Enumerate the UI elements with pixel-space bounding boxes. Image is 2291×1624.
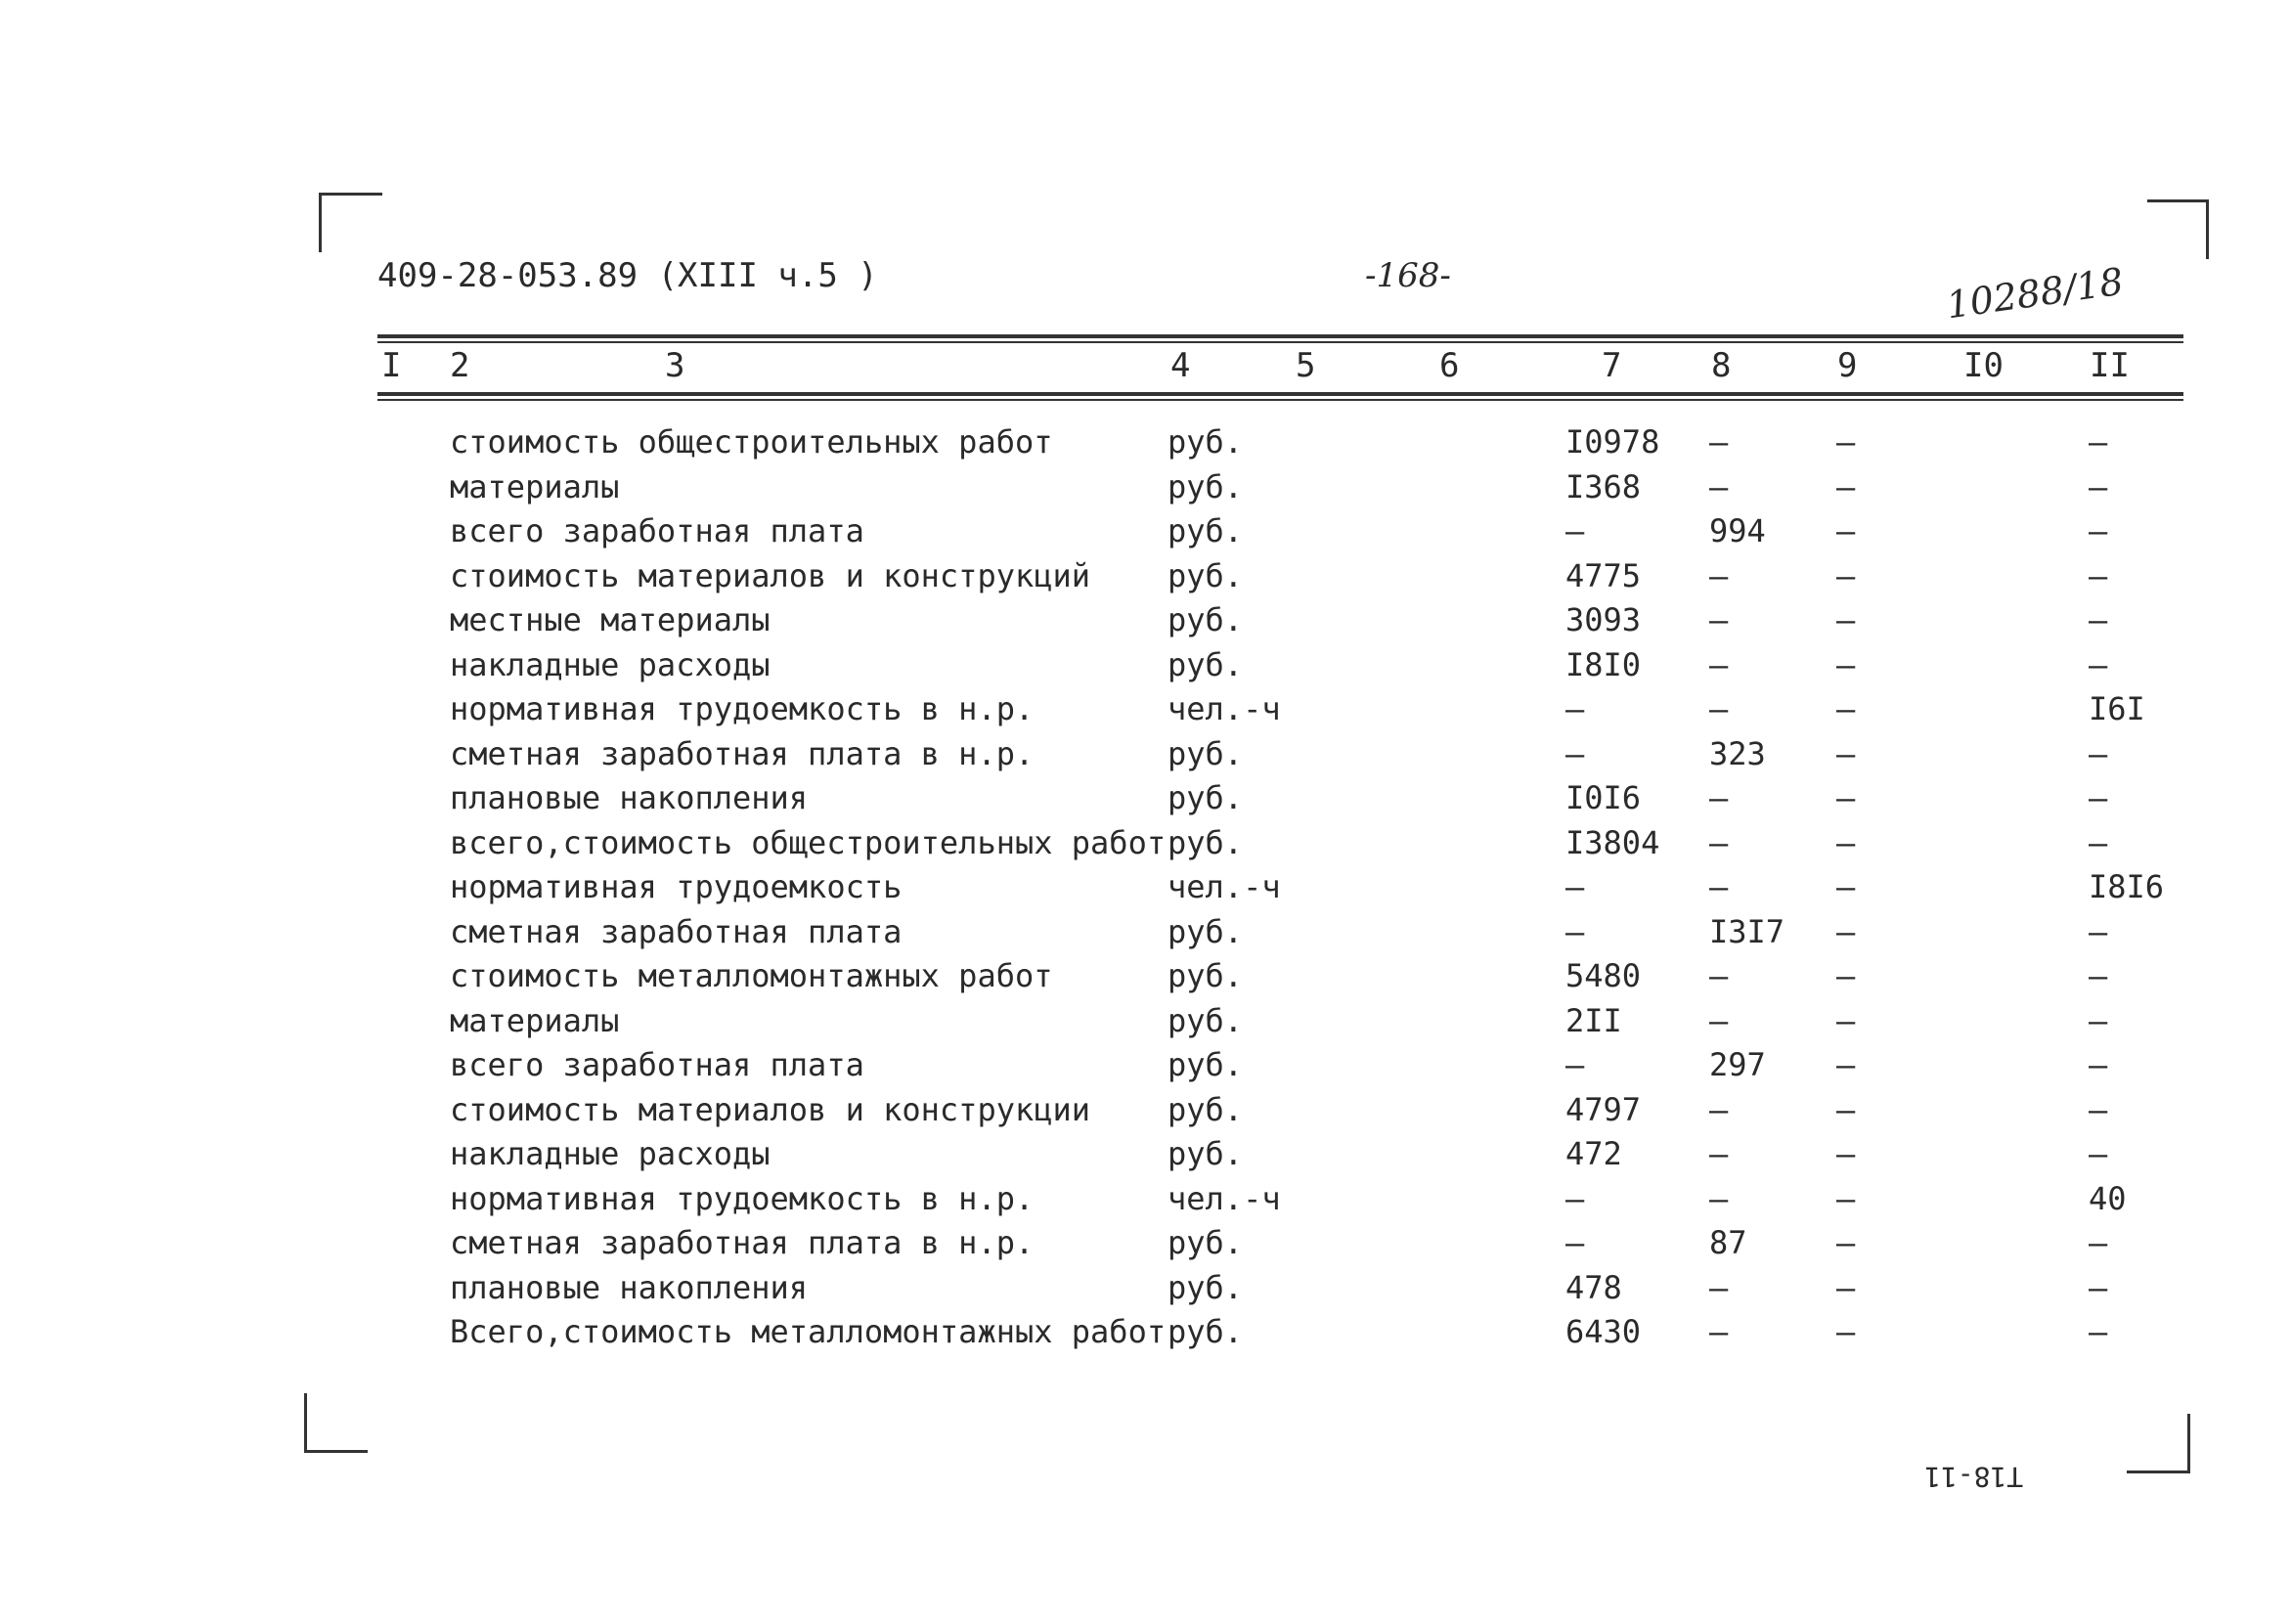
- row-label: накладные расходы: [450, 1135, 771, 1172]
- header-rule-bottom-thin: [377, 399, 2183, 401]
- document-code: 409-28-053.89 (XIII ч.5 ): [377, 256, 878, 295]
- cell-c11: –: [2089, 512, 2108, 549]
- row-label: стоимость материалов и конструкции: [450, 1090, 1091, 1128]
- cell-c11: –: [2089, 779, 2108, 816]
- cell-c7: I0978: [1565, 423, 1660, 461]
- row-label: стоимость материалов и конструкций: [450, 556, 1091, 594]
- row-label: всего заработная плата: [450, 1046, 864, 1083]
- row-label: всего,стоимость общестроительных работ: [450, 823, 1167, 861]
- table-row: [0, 1268, 2291, 1313]
- table-row: [0, 556, 2291, 601]
- table-row: [0, 689, 2291, 734]
- row-unit: руб.: [1168, 467, 1244, 505]
- cell-c11: –: [2089, 1313, 2108, 1350]
- table-row: [0, 645, 2291, 690]
- cell-c9: –: [1836, 423, 1856, 461]
- footer-stamp: T18-11: [1924, 1461, 2024, 1493]
- cell-c9: –: [1836, 556, 1856, 594]
- column-number: II: [2090, 346, 2130, 385]
- cell-c8: –: [1709, 423, 1729, 461]
- cell-c11: –: [2089, 1090, 2108, 1128]
- table-row: [0, 734, 2291, 779]
- cell-c11: –: [2089, 1046, 2108, 1083]
- cell-c7: 472: [1565, 1135, 1622, 1172]
- header-rule-bottom: [377, 392, 2183, 396]
- row-label: всего заработная плата: [450, 512, 864, 549]
- cell-c9: –: [1836, 957, 1856, 994]
- table-row: [0, 1001, 2291, 1046]
- row-unit: руб.: [1168, 912, 1244, 950]
- cell-c7: –: [1565, 1046, 1585, 1083]
- cell-c9: –: [1836, 1046, 1856, 1083]
- cell-c8: –: [1709, 1001, 1729, 1039]
- row-label: нормативная трудоемкость: [450, 868, 903, 905]
- cost-table: [0, 422, 2291, 1357]
- cell-c11: –: [2089, 423, 2108, 461]
- table-row: [0, 867, 2291, 912]
- row-label: стоимость металломонтажных работ: [450, 957, 1053, 994]
- row-label: материалы: [450, 1001, 620, 1039]
- row-label: нормативная трудоемкость в н.р.: [450, 1179, 1035, 1217]
- crop-mark-bottom-right: [2127, 1414, 2190, 1473]
- cell-c11: I8I6: [2089, 868, 2165, 905]
- cell-c8: –: [1709, 1179, 1729, 1217]
- cell-c7: 2II: [1565, 1001, 1622, 1039]
- row-label: нормативная трудоемкость в н.р.: [450, 690, 1035, 727]
- cell-c11: 40: [2089, 1179, 2127, 1217]
- table-row: [0, 956, 2291, 1001]
- cell-c11: –: [2089, 645, 2108, 683]
- cell-c11: –: [2089, 957, 2108, 994]
- table-row: [0, 823, 2291, 868]
- cell-c9: –: [1836, 1090, 1856, 1128]
- row-unit: руб.: [1168, 1135, 1244, 1172]
- row-unit: руб.: [1168, 1224, 1244, 1261]
- row-label: Всего,стоимость металломонтажных работ: [450, 1313, 1167, 1350]
- cell-c9: –: [1836, 779, 1856, 816]
- cell-c8: –: [1709, 957, 1729, 994]
- column-number: 5: [1296, 346, 1316, 385]
- cell-c8: –: [1709, 467, 1729, 505]
- cell-c8: 297: [1709, 1046, 1766, 1083]
- cell-c9: –: [1836, 467, 1856, 505]
- header-rule-top-thin: [377, 341, 2183, 343]
- table-row: [0, 511, 2291, 556]
- cell-c9: –: [1836, 734, 1856, 772]
- cell-c7: –: [1565, 868, 1585, 905]
- row-label: материалы: [450, 467, 620, 505]
- cell-c11: –: [2089, 1001, 2108, 1039]
- column-number: 9: [1837, 346, 1858, 385]
- cell-c8: –: [1709, 690, 1729, 727]
- row-unit: чел.-ч: [1168, 690, 1281, 727]
- cell-c11: I6I: [2089, 690, 2145, 727]
- crop-mark-top-left: [319, 193, 382, 252]
- column-number: 8: [1711, 346, 1732, 385]
- row-unit: руб.: [1168, 779, 1244, 816]
- cell-c9: –: [1836, 601, 1856, 638]
- cell-c8: I3I7: [1709, 912, 1785, 950]
- cell-c8: –: [1709, 1090, 1729, 1128]
- cell-c11: –: [2089, 556, 2108, 594]
- table-row: [0, 778, 2291, 823]
- cell-c9: –: [1836, 512, 1856, 549]
- row-unit: руб.: [1168, 645, 1244, 683]
- row-label: сметная заработная плата: [450, 912, 903, 950]
- column-number: 7: [1602, 346, 1622, 385]
- cell-c7: I3804: [1565, 823, 1660, 861]
- column-number: 4: [1170, 346, 1191, 385]
- cell-c7: –: [1565, 734, 1585, 772]
- column-number: I: [381, 346, 402, 385]
- cell-c7: 3093: [1565, 601, 1642, 638]
- table-row: [0, 422, 2291, 467]
- cell-c7: 6430: [1565, 1313, 1642, 1350]
- cell-c8: 87: [1709, 1224, 1747, 1261]
- cell-c7: –: [1565, 912, 1585, 950]
- table-row: [0, 467, 2291, 512]
- cell-c11: –: [2089, 823, 2108, 861]
- cell-c11: –: [2089, 1224, 2108, 1261]
- crop-mark-bottom-left: [304, 1393, 368, 1453]
- cell-c7: I368: [1565, 467, 1642, 505]
- table-row: [0, 1312, 2291, 1357]
- reference-number: 10288/18: [1943, 259, 2127, 328]
- table-row: [0, 600, 2291, 645]
- cell-c8: 323: [1709, 734, 1766, 772]
- cell-c9: –: [1836, 645, 1856, 683]
- row-unit: руб.: [1168, 823, 1244, 861]
- row-unit: руб.: [1168, 423, 1244, 461]
- cell-c8: –: [1709, 556, 1729, 594]
- row-unit: руб.: [1168, 556, 1244, 594]
- cell-c8: –: [1709, 868, 1729, 905]
- cell-c7: –: [1565, 690, 1585, 727]
- cell-c7: I0I6: [1565, 779, 1642, 816]
- row-label: накладные расходы: [450, 645, 771, 683]
- header-rule-top: [377, 334, 2183, 338]
- cell-c8: –: [1709, 1313, 1729, 1350]
- cell-c7: –: [1565, 1224, 1585, 1261]
- column-number: 2: [450, 346, 470, 385]
- cell-c7: 4775: [1565, 556, 1642, 594]
- row-label: стоимость общестроительных работ: [450, 423, 1053, 461]
- column-number-row: [0, 346, 2291, 389]
- cell-c8: –: [1709, 823, 1729, 861]
- cell-c11: –: [2089, 734, 2108, 772]
- cell-c7: 5480: [1565, 957, 1642, 994]
- row-label: плановые накопления: [450, 1268, 809, 1306]
- cell-c9: –: [1836, 1179, 1856, 1217]
- cell-c11: –: [2089, 467, 2108, 505]
- row-unit: руб.: [1168, 1313, 1244, 1350]
- cell-c9: –: [1836, 1001, 1856, 1039]
- cell-c8: –: [1709, 645, 1729, 683]
- cell-c11: –: [2089, 601, 2108, 638]
- cell-c8: –: [1709, 1135, 1729, 1172]
- row-unit: руб.: [1168, 1090, 1244, 1128]
- table-row: [0, 1134, 2291, 1179]
- cell-c9: –: [1836, 868, 1856, 905]
- cell-c11: –: [2089, 1135, 2108, 1172]
- cell-c11: –: [2089, 912, 2108, 950]
- cell-c7: –: [1565, 1179, 1585, 1217]
- row-label: сметная заработная плата в н.р.: [450, 1224, 1035, 1261]
- cell-c9: –: [1836, 912, 1856, 950]
- table-row: [0, 1179, 2291, 1224]
- table-row: [0, 1045, 2291, 1090]
- cell-c8: 994: [1709, 512, 1766, 549]
- cell-c9: –: [1836, 690, 1856, 727]
- cell-c8: –: [1709, 601, 1729, 638]
- table-row: [0, 1223, 2291, 1268]
- row-unit: руб.: [1168, 1268, 1244, 1306]
- row-unit: чел.-ч: [1168, 1179, 1281, 1217]
- crop-mark-top-right: [2147, 199, 2209, 259]
- cell-c8: –: [1709, 779, 1729, 816]
- table-row: [0, 912, 2291, 957]
- cell-c9: –: [1836, 1313, 1856, 1350]
- row-unit: руб.: [1168, 512, 1244, 549]
- row-unit: руб.: [1168, 734, 1244, 772]
- row-unit: руб.: [1168, 601, 1244, 638]
- row-label: сметная заработная плата в н.р.: [450, 734, 1035, 772]
- row-label: местные материалы: [450, 601, 771, 638]
- cell-c9: –: [1836, 1224, 1856, 1261]
- table-row: [0, 1090, 2291, 1135]
- row-unit: чел.-ч: [1168, 868, 1281, 905]
- cell-c7: 4797: [1565, 1090, 1642, 1128]
- cell-c7: I8I0: [1565, 645, 1642, 683]
- cell-c11: –: [2089, 1268, 2108, 1306]
- cell-c7: –: [1565, 512, 1585, 549]
- column-number: I0: [1963, 346, 2004, 385]
- row-unit: руб.: [1168, 1001, 1244, 1039]
- column-number: 6: [1439, 346, 1460, 385]
- page-number: -168-: [1365, 256, 1451, 295]
- cell-c7: 478: [1565, 1268, 1622, 1306]
- row-unit: руб.: [1168, 1046, 1244, 1083]
- row-label: плановые накопления: [450, 779, 809, 816]
- cell-c8: –: [1709, 1268, 1729, 1306]
- row-unit: руб.: [1168, 957, 1244, 994]
- cell-c9: –: [1836, 1135, 1856, 1172]
- cell-c9: –: [1836, 823, 1856, 861]
- cell-c9: –: [1836, 1268, 1856, 1306]
- column-number: 3: [665, 346, 685, 385]
